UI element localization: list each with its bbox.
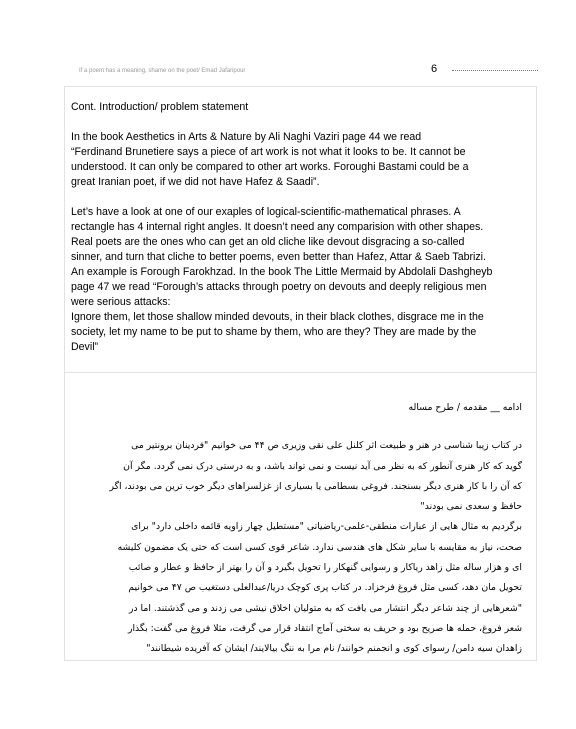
text-line: Let’s have a look at one of our exaples of logical-scientific-mathematical phrases. A [71,206,461,218]
text-line: In the book Aesthetics in Arts & Nature by Ali Naghi Vaziri page 44 we read [71,131,422,143]
text-line: great Iranian poet, if we did not have Hafez & Saadi”. [71,176,320,188]
text-line: شعر فروغ، حمله ها صریح بود و حریف به سختی آماج انتقاد قرار می گرفت، مثلا فروغ می گفت: بگذار [127,622,522,634]
english-paragraph-2 [71,205,526,355]
header-note: If a poem has a meaning, shame on the poet/ Emad Jafaripour [79,68,246,74]
text-line: صحت، نیاز به مقایسه با سایر شکل های هندسی ندارد. شاعر قوی کسی است که حتی یک مضمون کلیشه [117,541,522,553]
english-section [71,100,526,355]
persian-heading: ادامه __ مقدمه / طرح مساله [408,402,522,413]
text-line: گوید که کار هنری آنطور که به نظر می آید نیست و نمی تواند باشد، و به درستی درک نمی گردد. مگر آن [123,460,522,472]
persian-section [71,398,522,660]
text-line: “Ferdinand Brunetiere says a piece of art work is not what it looks to be. It cannot be [71,146,466,158]
english-paragraph-1 [71,130,526,190]
text-line: ای و هزار ساله مثل زاهد ریاکار و رسوایی گنهکار را تحویل بگیرد و آن را بهتر از حافظ و عطار و صائب [128,562,522,574]
text-line: Ignore them, let those shallow minded devouts, in their black clothes, disgrace me in the [71,311,484,323]
text-line: Real poets are the ones who can get an old cliche like devout disgracing a so-called [71,236,465,248]
text-line: تحویل مان دهد، کسی مثل فروغ فرخزاد. در کتاب پری کوچک دریا/عبدالعلی دستغیب ص ۴۷ می خوانیم [128,582,522,594]
text-line: An example is Forough Farokhzad. In the book The Little Mermaid by Abdolali Dashgheyb [71,266,493,278]
text-line: page 47 we read “Forough’s attacks through poetry on devouts and deeply religious men [71,281,487,293]
text-line: برگردیم به مثال هایی از عبارات منطقی-علمی-ریاضیاتی "مستطیل چهار زاویه قائمه داخلی دارد" برای [131,521,522,533]
persian-paragraph-1 [71,436,522,517]
text-line: "شعرهایی از چند شاعر دیگر انتشار می یافت که به متولیان اخلاق نیشی می زدند و می گذشتند. اما در [128,602,522,614]
text-line: sinner, and turn that cliche to better poems, even better than Hafez, Attar & Saeb Tabrizi. [71,251,486,263]
page-number: 6 [431,63,438,75]
text-line: حافظ و سعدی نمی بودند" [420,501,522,513]
header-dotted-line [452,70,538,71]
text-line: rectangle has 4 internal right angles. It doesn’t need any comparision with other shapes. [71,221,484,233]
section-divider [64,372,537,373]
text-line: که آن را با کار هنری دیگر بسنجند. فروغی بسطامی یا بسیاری از غزلسراهای دیگر خوب ترین می بودند، اگر [109,480,522,492]
text-line: understood. It can only be compared to other art works. Foroughi Bastami could be a [71,161,469,173]
text-line: زاهدان سیه دامن/ رسوای کوی و انجمنم خوانند/ نام مرا به ننگ بیالایند/ ایشان که آفریده شیطانند" [146,643,522,655]
text-line: Devil” [71,341,99,353]
text-line: were serious attacks: [71,296,171,308]
text-line: در کتاب زیبا شناسی در هنر و طبیعت اثر کلنل علی نقی وزیری ص ۴۴ می خوانیم "فردینان برونتیر می [131,440,522,452]
persian-paragraph-2 [71,517,522,659]
text-line: society, let my name to be put to shame by them, who are they? They are made by the [71,326,477,338]
english-heading: Cont. Introduction/ problem statement [71,101,249,113]
